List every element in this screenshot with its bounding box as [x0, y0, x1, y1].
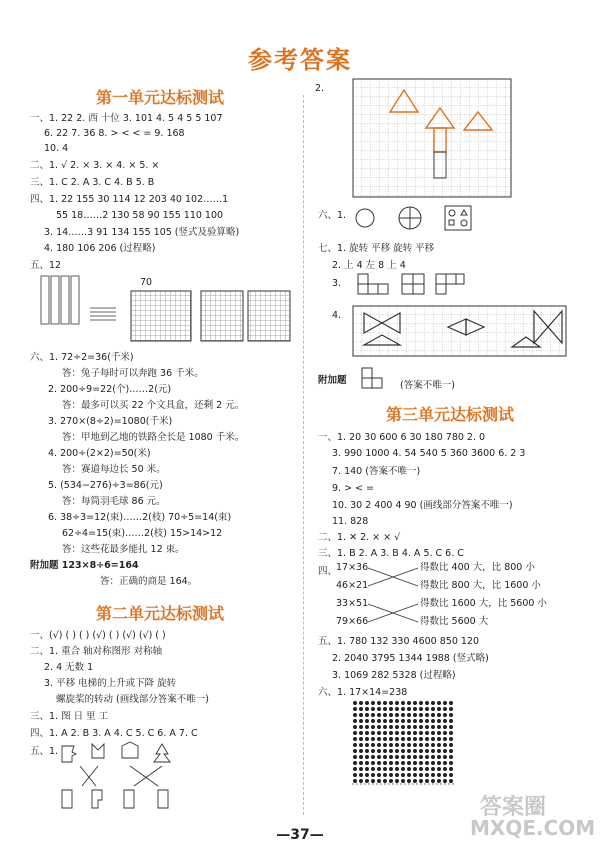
unit2-line: 二、1. 重合 轴对称图形 对称轴	[30, 646, 163, 657]
unit2-line: 四、1. A 2. B 3. A 4. C 5. C 6. A 7. C	[30, 728, 198, 739]
right-views-figure	[356, 272, 466, 302]
unit3-line: 2. 2040 3795 1344 1988 (竖式略)	[332, 653, 489, 664]
unit3-match-lines	[368, 562, 420, 632]
right-note: (答案不唯一)	[400, 380, 455, 391]
right-line: 六、1.	[318, 210, 347, 221]
unit2-line: 三、1. 图 日 里 工	[30, 711, 109, 722]
unit1-line: 四、1. 22 155 30 114 12 203 40 102……1	[30, 194, 229, 205]
unit1-line: 答：这些花最多能扎 12 束。	[62, 544, 185, 555]
unit1-line: 3. 14……3 91 134 155 105 (竖式及验算略)	[44, 227, 240, 238]
unit1-line: 一、1. 22 2. 西 十位 3. 101 4. 5 4 5 5 107	[30, 113, 223, 124]
unit3-line: 一、1. 20 30 600 6 30 180 780 2. 0	[318, 432, 486, 443]
right-line: 2.	[315, 83, 325, 94]
unit1-line: 6. 22 7. 36 8. > < < = 9. 168	[44, 128, 185, 139]
unit1-line: 二、1. √ 2. × 3. × 4. × 5. ×	[30, 160, 160, 171]
unit3-title: 第三单元达标测试	[385, 405, 514, 424]
unit1-fig-label: 70	[140, 277, 153, 288]
unit1-line: 答：每筒羽毛球 86 元。	[62, 496, 166, 507]
unit3-match-right: 得数比 5600 大	[420, 616, 489, 627]
unit2-line: 3. 平移 电梯的上升或下降 旋转	[44, 678, 177, 689]
unit1-line: 答：最多可以买 22 个文具盒，还剩 2 元。	[62, 400, 245, 411]
page-title: 参考答案	[248, 46, 352, 74]
unit1-line: 10. 4	[44, 143, 69, 154]
right-grid-figure-1	[352, 78, 512, 202]
unit3-line: 三、1. B 2. A 3. B 4. A 5. C 6. C	[318, 548, 464, 559]
unit1-line: 答：赛道每边长 50 米。	[62, 464, 166, 475]
unit2-matching-figure	[58, 740, 188, 814]
unit1-grid-figure-b	[200, 290, 292, 346]
column-divider	[303, 95, 304, 815]
unit3-line: 3. 990 1000 4. 54 540 5 360 3600 6. 2 3	[332, 448, 526, 459]
unit3-match-right: 得数比 800 大，比 1600 小	[420, 580, 541, 591]
unit1-line: 答：甲地到乙地的铁路全长是 1080 千米。	[62, 432, 245, 443]
right-symbols-figure	[355, 204, 475, 236]
unit3-line: 3. 1069 282 5328 (过程略)	[332, 670, 456, 681]
unit1-title: 第一单元达标测试	[95, 88, 224, 107]
right-extra-figure	[360, 366, 392, 396]
unit3-match-left: 33×51	[336, 598, 369, 609]
unit3-match-right: 得数比 400 大，比 800 小	[420, 562, 535, 573]
unit1-line: 3. 270×(8÷2)=1080(千米)	[48, 416, 173, 427]
watermark-logo: 答案圈	[480, 795, 547, 820]
unit3-line: 五、1. 780 132 330 4600 850 120	[318, 636, 480, 647]
unit1-line: 62÷4=15(束)……2(枝) 15>14>12	[62, 528, 223, 539]
unit3-line: 六、1. 17×14=238	[318, 687, 408, 698]
unit3-match-left: 46×21	[336, 580, 369, 591]
unit2-line: 五、1.	[30, 746, 59, 757]
unit1-line: 三、1. C 2. A 3. C 4. B 5. B	[30, 177, 155, 188]
unit3-match-left: 17×36	[336, 562, 369, 573]
unit3-line: 11. 828	[332, 516, 369, 527]
unit2-line: 2. 4 无数 1	[44, 662, 94, 673]
watermark-url: MXQE.COM	[470, 816, 596, 840]
unit1-line: 5. (534−276)÷3=86(元)	[48, 480, 163, 491]
right-line: 2. 上 4 左 8 上 4	[332, 260, 406, 271]
unit1-grid-figure-a	[130, 290, 192, 346]
right-line: 附加题	[318, 375, 347, 386]
unit2-title: 第二单元达标测试	[95, 604, 224, 623]
right-line: 3.	[332, 278, 342, 289]
unit3-line: 9. > < =	[332, 483, 375, 494]
unit1-line: 答：兔子每时可以奔跑 36 千米。	[62, 368, 204, 379]
unit2-line: 螺旋桨的转动 (画线部分答案不唯一)	[56, 694, 209, 705]
unit3-line: 四、	[318, 566, 338, 577]
right-line: 4.	[332, 310, 342, 321]
unit3-line: 7. 140 (答案不唯一)	[332, 466, 421, 477]
unit1-line: 6. 38÷3=12(束)……2(枝) 70÷5=14(束)	[48, 512, 232, 523]
unit1-line: 答：正确的商是 164。	[100, 576, 198, 587]
page-number: —37—	[276, 827, 324, 843]
right-line: 七、1. 旋转 平移 旋转 平移	[318, 243, 435, 254]
unit1-line: 4. 180 106 206 (过程略)	[44, 243, 156, 254]
unit2-line: 一、(√) ( ) ( ) (√) ( ) (√) (√) ( )	[30, 630, 166, 641]
unit1-line: 55 18……2 130 58 90 155 110 100	[56, 210, 224, 221]
unit1-line: 2. 200÷9=22(个)……2(元)	[48, 384, 172, 395]
unit1-stick-figure	[40, 272, 120, 330]
unit1-line: 4. 200÷(2×2)=50(米)	[48, 448, 151, 459]
unit1-line: 六、1. 72÷2=36(千米)	[30, 352, 134, 363]
unit3-match-right: 得数比 1600 大，比 5600 小	[420, 598, 547, 609]
unit1-line: 附加题 123×8÷6=164	[30, 560, 139, 571]
right-grid-figure-2	[352, 305, 567, 361]
unit3-line: 二、1. ✕ 2. × × √	[318, 532, 401, 543]
unit3-line: 10. 30 2 400 4 90 (画线部分答案不唯一)	[332, 500, 513, 511]
unit3-match-left: 79×66	[336, 616, 369, 627]
unit1-line: 五、12	[30, 260, 62, 271]
